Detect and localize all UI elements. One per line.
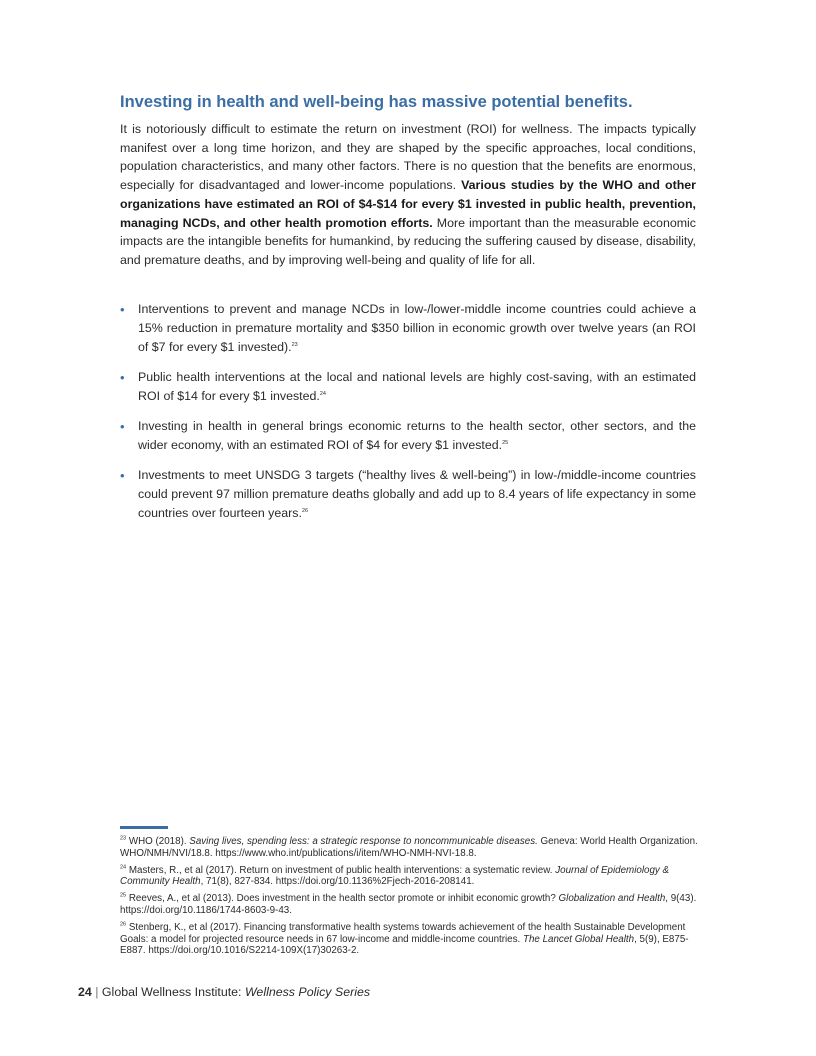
page-number: 24: [78, 985, 92, 999]
footnote-title: Saving lives, spending less: a strategic response to noncommunicable diseases.: [189, 836, 538, 847]
bullet-item: [120, 417, 696, 455]
bullet-item: [120, 368, 696, 406]
bullet-text: Investments to meet UNSDG 3 targets (“healthy lives & well-being”) in low-/middle-income countries could prevent 97 million premature deaths globally and add up to 8.4 years of life expectancy in some countries over fourteen years.: [138, 468, 696, 520]
intro-text-post: More important than the measurable economic impacts are the intangible benefits for humankind, by reducing the suffering caused by disease, disability, and premature deaths, and by improving well-being and quality of life for all.: [120, 215, 696, 267]
intro-text-bold: Various studies by the WHO and other organizations have estimated an ROI of $4-$14 for every $1 invested in public health, prevention, managing NCDs, and other health promotion efforts.: [120, 178, 696, 230]
intro-paragraph: [120, 120, 696, 270]
footer-series: Wellness Policy Series: [244, 985, 371, 999]
footnote: [120, 893, 700, 917]
footnote-text: Reeves, A., et al (2013). Does investment in the health sector promote or inhibit economic growth?: [128, 893, 559, 905]
footnote: [120, 865, 700, 889]
footnote-divider: [120, 826, 168, 829]
bullet-text: Investing in health in general brings economic returns to the health sector, other sectors, and the wider economy, with an estimated ROI of $4 for every $1 invested.: [138, 419, 696, 452]
bullet-item: [120, 300, 696, 357]
footnote-title: Journal of Epidemiology & Community Health: [120, 864, 670, 888]
footnote-text: WHO (2018).: [128, 836, 190, 847]
footnote-text[interactable]: , 5(9), E875-E887. https://doi.org/10.1016/S2214-109X(17)30263-2.: [120, 933, 689, 957]
footnote-text[interactable]: , 71(8), 827-834. https://doi.org/10.1136%2Fjech-2016-208141.: [200, 876, 475, 888]
bullet-item: [120, 466, 696, 523]
footnote-text[interactable]: , 9(43). https://doi.org/10.1186/1744-8603-9-43.: [120, 893, 697, 916]
bullet-dot-icon: •: [120, 468, 125, 483]
bullet-dot-icon: •: [120, 370, 125, 385]
footnote-ref[interactable]: 25: [502, 439, 509, 446]
footnote: [120, 836, 700, 860]
footnote-text: Stenberg, K., et al (2017). Financing transformative health systems towards achievement of the health Sustainable Development Goals: a model for projected resource needs in 67 low-income and middle-income countries.: [120, 921, 686, 945]
footnote: [120, 922, 700, 957]
footnote-ref[interactable]: 24: [319, 390, 326, 397]
footer-separator: |: [95, 985, 99, 999]
footnote-ref[interactable]: 26: [301, 507, 309, 514]
footnote-number: 24: [120, 864, 127, 871]
footnote-ref[interactable]: 23: [291, 341, 298, 348]
bullet-dot-icon: •: [120, 302, 125, 317]
footnote-title: Globalization and Health: [558, 893, 666, 905]
footnote-number: 26: [120, 921, 127, 928]
bullet-text: Public health interventions at the local and national levels are highly cost-saving, with an estimated ROI of $14 for every $1 invested.: [138, 370, 696, 403]
footnote-text[interactable]: Geneva: World Health Organization. WHO/NMH/NVI/18.8. https://www.who.int/publications/i/item/WHO-NMH-NVI-18.8.: [120, 836, 698, 859]
page-footer: [78, 985, 370, 999]
footnote-title: The Lancet Global Health: [522, 933, 635, 945]
section-heading: Investing in health and well-being has massive potential benefits.: [120, 93, 633, 111]
footer-publisher: Global Wellness Institute:: [101, 985, 242, 999]
footnote-number: 23: [120, 835, 127, 842]
footnote-number: 25: [120, 892, 127, 899]
intro-text-pre: It is notoriously difficult to estimate the return on investment (ROI) for wellness. The impacts typically manifest over a long time horizon, and they are shaped by the specific approaches, local conditions, population characteristics, and many other factors. There is no question that the benefits are enormous, especially for disadvantaged and lower-income populations.: [120, 122, 696, 193]
bullet-dot-icon: •: [120, 419, 125, 434]
benefit-bullet-list: [120, 300, 696, 534]
bullet-text: Interventions to prevent and manage NCDs in low-/lower-middle income countries could achieve a 15% reduction in premature mortality and $350 billion in economic growth over twelve years (an ROI of $7 for every $1 invested).: [138, 302, 696, 354]
footnote-text: Masters, R., et al (2017). Return on investment of public health interventions: a systematic review.: [128, 864, 556, 876]
footnotes: [120, 836, 700, 962]
